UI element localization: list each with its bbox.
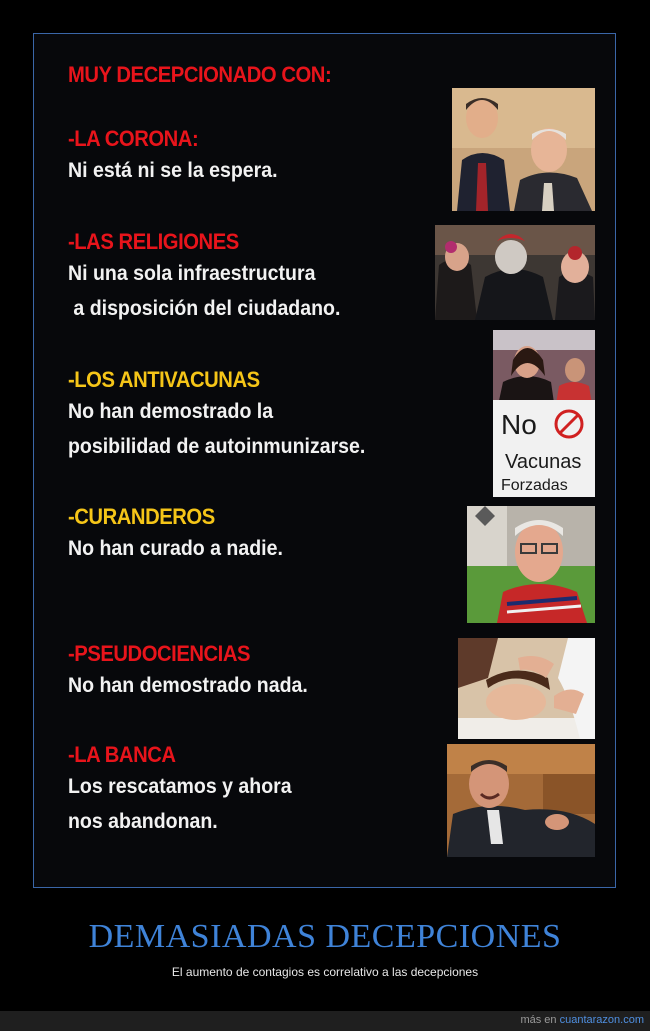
sign-text-vacunas: Vacunas xyxy=(505,451,582,473)
old-man-photo xyxy=(467,506,595,623)
item-body: No han demostrado la posibilidad de autoinmunizarse. xyxy=(68,400,366,458)
footer-prefix: más en xyxy=(520,1014,557,1026)
protest-sign-photo xyxy=(493,330,595,497)
item-body: Los rescatamos y ahora nos abandonan. xyxy=(68,775,292,833)
poster-headline: MUY DECEPCIONADO CON: xyxy=(68,62,332,87)
sign-text-no: No xyxy=(501,409,537,440)
item-body: Ni una sola infraestructura a disposición del ciudadano. xyxy=(68,262,341,320)
site-link[interactable]: cuantarazon.com xyxy=(559,1014,644,1026)
caption-title: DEMASIADAS DECEPCIONES xyxy=(88,918,562,955)
footer-credit xyxy=(520,1014,644,1026)
item-curanderos xyxy=(68,503,299,566)
item-body: Ni está ni se la espera. xyxy=(68,159,278,182)
caption-subtitle: El aumento de contagios es correlativo a las decepciones xyxy=(171,965,479,979)
item-body: No han demostrado nada. xyxy=(68,674,308,697)
item-la-corona xyxy=(68,125,293,188)
item-title: -LAS RELIGIONES xyxy=(68,229,239,254)
laughing-man-photo xyxy=(447,744,595,857)
clergy-photo xyxy=(435,225,595,320)
item-title: -LOS ANTIVACUNAS xyxy=(68,367,260,392)
reiki-photo xyxy=(458,638,595,739)
item-title: -CURANDEROS xyxy=(68,504,215,529)
item-title: -PSEUDOCIENCIAS xyxy=(68,641,251,666)
item-los-antivacunas xyxy=(68,366,388,464)
sign-text-forzadas: Forzadas xyxy=(501,477,568,494)
footer-bar xyxy=(0,1011,650,1031)
item-la-banca xyxy=(68,741,308,839)
item-pseudociencias xyxy=(68,640,326,703)
two-men-royals-photo xyxy=(452,88,595,211)
item-body: No han curado a nadie. xyxy=(68,537,283,560)
item-title: -LA CORONA: xyxy=(68,126,199,151)
item-title: -LA BANCA xyxy=(68,742,176,767)
item-las-religiones xyxy=(68,228,361,326)
poster-frame xyxy=(33,33,616,888)
